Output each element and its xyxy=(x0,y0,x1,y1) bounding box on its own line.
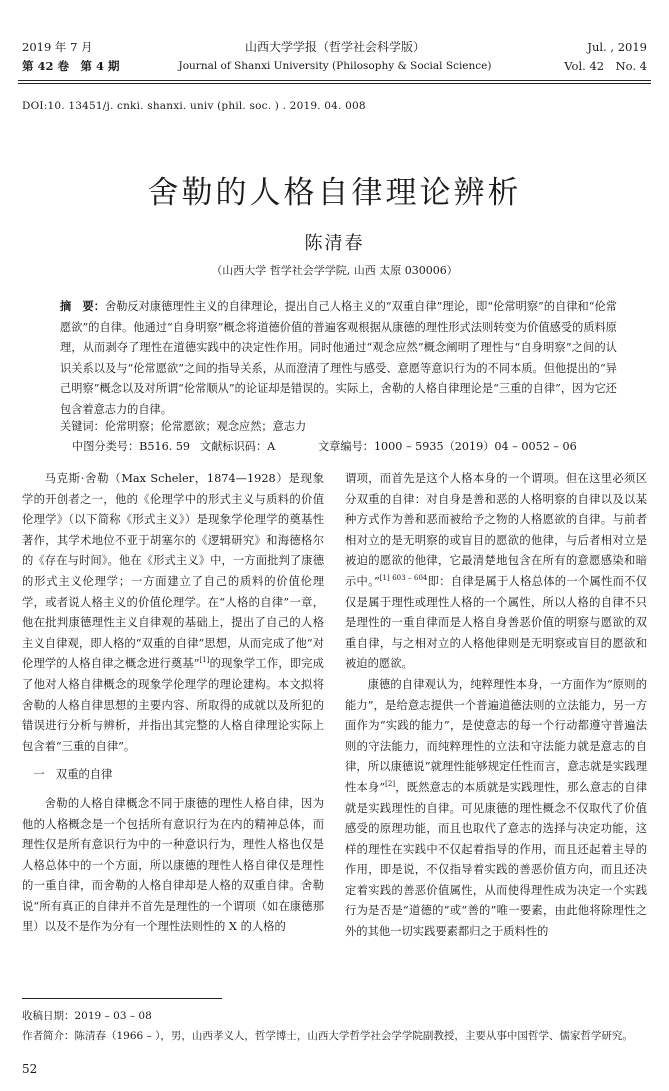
issue-date-en: Jul. , 2019 xyxy=(587,40,647,54)
abstract-text: 舍勒反对康德理性主义的自律理论，提出自己人格主义的“双重自律”理论，即“伦常明察”的自律和“伦常愿欲”的自律。他通过“自身明察”概念将道德价值的普遍客观根据从康德的理性形式法则转变为价值感受的质料原理，从而剥夺了理性在道德实践中的决定性作用。同时他通过“观念应然”概念阐明了理性与“自身明察”之间的认识关系以及与“伦常愿欲”之间的指导关系，从而澄清了理性与感受、意愿等意识行为的不同本质。但他提出的“异己明察”概念以及对所谓“伦常顺从”的论证却是错误的。实际上，舍勒的人格自律理论是“三重的自律”，因为它还包含着意志力的自律。 xyxy=(60,300,617,416)
classification-line xyxy=(72,437,629,457)
header-center xyxy=(150,38,520,76)
abstract-label: 摘 要： xyxy=(60,299,105,313)
journal-name-cn: 山西大学学报（哲学社会科学版） xyxy=(244,40,425,54)
header-rule-thin xyxy=(18,83,651,84)
article-number: 文章编号：1000 – 5935（2019）04 – 0052 – 06 xyxy=(318,440,577,453)
keywords-label: 关键词： xyxy=(60,420,105,433)
paragraph: 谓项，而首先是这个人格本身的一个谓项。但在这里必须区分双重的自律：对自身是善和恶的人格明察的自律以及以某种方式作为善和恶而被给予之物的人格愿欲的自律。与前者相对立的是无明察的或盲目的愿欲的他律，与后者相对立是被迫的愿欲的他律，它最清楚地包含在所有的意愿感染和暗示中。”$^{[1] 603 - 604}$即：自律是属于人格总体的一个属性而不仅仅是属于理性或理性人格的一个属性，所以人格的自律不只是理性的一重自律而是人格自身善恶价值的明察与愿欲的双重自律，与之相对立的人格他律则是无明察或盲目的愿欲和被迫的愿欲。 xyxy=(345,472,647,671)
paragraph: 马克斯·舍勒（Max Scheler，1874—1928）是现象学的开创者之一，他的《伦理学中的形式主义与质料的价值伦理学》（以下简称《形式主义》）是现象学伦理学的奠基性著作，其学术地位不亚于胡塞尔的《逻辑研究》和海德格尔的《存在与时间》。他在《形式主义》中，一方面批判了康德的形式主义伦理学；一方面建立了自己的质料的价值伦理学，或者说人格主义的价值伦理学。在“人格的自律”一章，他在批判康德理性主义自律观的基础上，提出了自己的人格主义自律观，即人格的“双重的自律”思想，从而完成了他“对伦理学的人格自律之概念进行奠基”[1]的现象学工作，即完成了他对人格自律概念的现象学伦理学的理论建构。本文拟将舍勒的人格自律思想的主要内容、所取得的成就以及所犯的错误进行分析与辨析，并指出其完整的人格自律理论实际上包含着“三重的自律”。 xyxy=(22,472,324,753)
issue-volume-en: Vol. 42 No. 4 xyxy=(564,59,647,73)
issue-date-cn: 2019 年 7 月 xyxy=(22,40,93,54)
author-affiliation: （山西大学 哲学社会学学院, 山西 太原 030006） xyxy=(211,264,458,277)
article-author: 陈清春 xyxy=(304,233,365,254)
keywords xyxy=(60,417,617,437)
body-column-left xyxy=(22,469,324,938)
header-left xyxy=(22,38,120,76)
class-number: 中图分类号：B516. 59 xyxy=(72,440,191,453)
page-number: 52 xyxy=(22,1062,38,1076)
citation-ref[interactable]: [1] xyxy=(199,656,210,665)
citation-ref[interactable]: [1] 603 – 604 xyxy=(379,574,428,583)
document-code: 文献标识码：A xyxy=(200,440,276,453)
footnote-rule xyxy=(22,998,222,999)
issue-volume-cn: 第 42 卷 第 4 期 xyxy=(22,59,120,73)
body-column-right xyxy=(345,469,647,943)
header-rule xyxy=(18,80,651,81)
citation-ref[interactable]: [2] xyxy=(385,780,396,789)
doi-line[interactable]: DOI:10. 13451/j. cnki. shanxi. univ (phil. soc. ) . 2019. 04. 008 xyxy=(22,100,366,112)
header-right xyxy=(564,38,647,76)
section-heading: 一 双重的自律 xyxy=(33,768,113,782)
journal-name-en: Journal of Shanxi University (Philosophy & Social Science) xyxy=(178,60,492,72)
article-title: 舍勒的人格自律理论辨析 xyxy=(147,175,522,211)
author-bio: 作者简介：陈清春（1966 – ），男，山西孝义人，哲学博士，山西大学哲学社会学学院副教授，主要从事中国哲学、儒家哲学研究。 xyxy=(22,1030,633,1042)
running-header xyxy=(0,38,669,78)
paragraph: 康德的自律观认为，纯粹理性本身，一方面作为“原则的能力”，是给意志提供一个普遍道德法则的立法能力，另一方面作为“实践的能力”，是使意志的每一个行动都遵守普遍法则的守法能力，而纯粹理性的立法和守法能力就是意志的自律，所以康德说“就理性能够规定任性而言，意志就是实践理性本身”[2]，既然意志的本质就是实践理性，那么意志的自律就是实践理性的自律。可见康德的理性概念不仅取代了价值感受的原理功能，而且也取代了意志的选择与决定功能，这样的理性在实践中不仅起着指导的作用，而且还起着主导的作用，即是说，不仅指导着实践的善恶价值方向，而且还决定着实践的善恶价值属性，从而使得理性成为决定一个实践行为是否是“道德的”或“善的”唯一要素，由此他将除理性之外的其他一切实践要素都归之于质料性的 xyxy=(345,677,647,939)
paragraph: 舍勒的人格自律概念不同于康德的理性人格自律，因为他的人格概念是一个包括所有意识行为在内的精神总体，而理性仅是所有意识行为中的一种意识行为，理性人格也仅是人格总体中的一个方面，所以康德的理性人格自律仅是理性的一重自律，而舍勒的人格自律却是人格的双重自律。舍勒说“所有真正的自律并不首先是理性的一个谓项（如在康德那里）以及不是作为分有一个理性法则性的 X 的人格的 xyxy=(22,796,324,934)
abstract xyxy=(60,296,617,420)
received-date: 收稿日期：2019 – 03 – 08 xyxy=(22,1010,152,1022)
keywords-text: 伦常明察；伦常愿欲；观念应然；意志力 xyxy=(104,420,307,433)
